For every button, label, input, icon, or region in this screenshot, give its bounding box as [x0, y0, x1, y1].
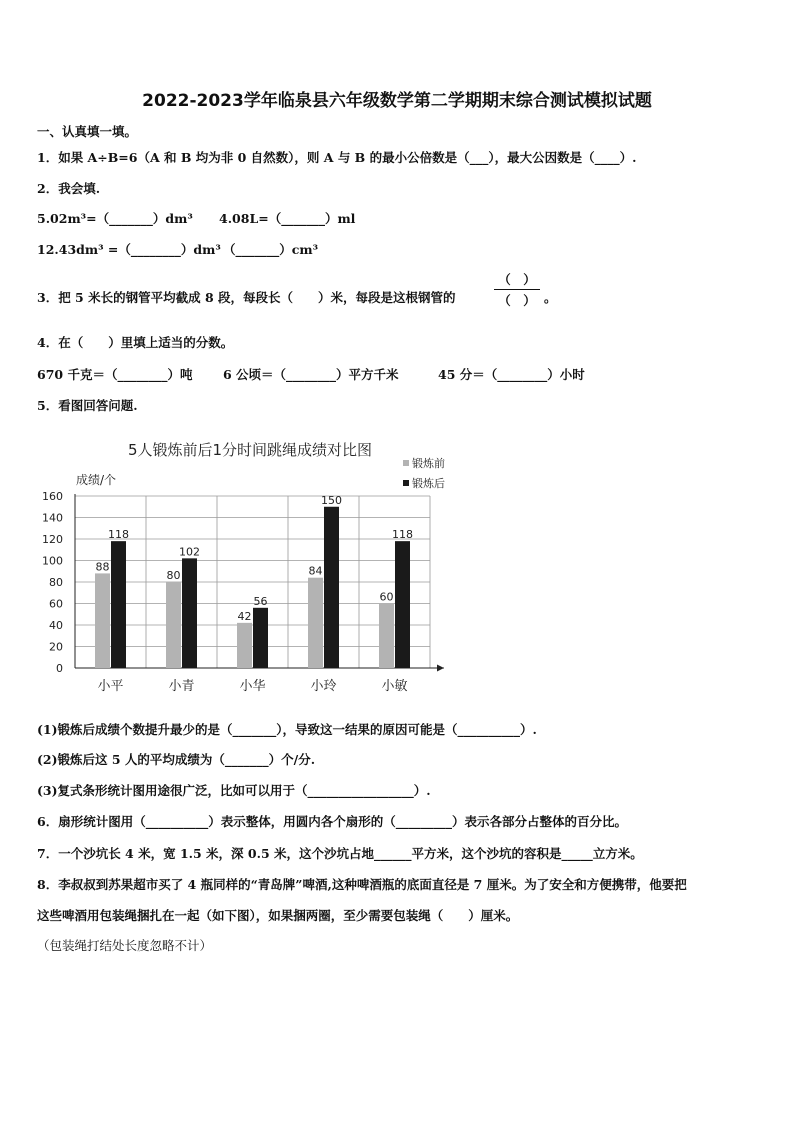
legend-swatch: [403, 460, 409, 466]
legend-label: 锻炼前: [412, 457, 445, 470]
q2-item-a: 5.02m³=（_______）dm³: [37, 211, 193, 226]
y-tick-label: 60: [49, 597, 63, 611]
x-tick-label: 小玲: [310, 679, 337, 694]
y-tick-label: 40: [49, 619, 63, 632]
bar-before: [308, 578, 323, 668]
question-5-part-2: (2)锻炼后这 5 人的平均成绩为（_______）个/分.: [37, 752, 316, 767]
q2-item-b: 4.08L=（_______）ml: [219, 211, 356, 226]
q4-item-b: 6 公顷＝（________）平方千米: [223, 367, 399, 382]
bar-before: [237, 623, 252, 668]
bar-after: [395, 541, 410, 668]
question-5-part-1: (1)锻炼后成绩个数提升最少的是（_______），导致这一结果的原因可能是（__________）.: [37, 722, 537, 737]
data-label: 118: [108, 528, 129, 542]
data-label: 80: [166, 569, 181, 582]
data-label: 60: [379, 590, 394, 604]
bar-before: [379, 604, 394, 669]
y-tick-label: 160: [42, 490, 63, 503]
y-tick-label: 20: [49, 640, 63, 654]
y-tick-label: 80: [49, 576, 63, 589]
data-label: 84: [308, 564, 323, 578]
fraction-numerator: （ ）: [498, 272, 536, 287]
y-tick-label: 140: [42, 511, 63, 525]
bar-after: [253, 608, 268, 668]
question-7: 7．一个沙坑长 4 米，宽 1.5 米，深 0.5 米，这个沙坑占地______平方米，这个沙坑的容积是_____立方米。: [37, 846, 643, 861]
question-8-note: （包装绳打结处长度忽略不计）: [37, 938, 213, 953]
bar-before: [95, 573, 110, 668]
y-tick-label: 120: [42, 533, 63, 546]
bar-after: [182, 558, 197, 668]
question-4-items: [37, 365, 585, 383]
section-heading: 一、认真填一填。: [37, 124, 138, 139]
question-5-part-3: (3)复式条形统计图用途很广泛，比如可以用于（_________________）.: [37, 783, 431, 798]
question-2: 2．我会填.: [37, 181, 101, 196]
bar-chart: [30, 430, 450, 700]
question-3: 3．把 5 米长的钢管平均截成 8 段，每段长（ ）米，每段是这根钢管的: [37, 290, 456, 305]
data-label: 88: [95, 560, 110, 574]
bar-after: [111, 541, 126, 668]
data-label: 118: [392, 528, 413, 542]
page-title: 2022-2023学年临泉县六年级数学第二学期期末综合测试模拟试题: [142, 91, 652, 111]
bar-before: [166, 582, 181, 668]
question-4: 4．在（ ）里填上适当的分数。: [37, 335, 234, 350]
fraction-denominator: （ ）: [498, 293, 536, 308]
data-label: 102: [179, 545, 200, 559]
x-tick-label: 小敏: [381, 679, 408, 694]
legend-label: 锻炼后: [412, 477, 445, 490]
y-axis-label: 成绩/个: [76, 473, 117, 487]
q2-item-d: （_______）cm³: [223, 242, 319, 257]
fraction-bar: [494, 289, 540, 290]
x-tick-label: 小青: [168, 679, 195, 694]
question-2-row-2: [37, 240, 318, 258]
question-1: 1．如果 A÷B=6（A 和 B 均为非 0 自然数），则 A 与 B 的最小公倍数是（___），最大公因数是（____）.: [37, 150, 637, 165]
data-label: 150: [321, 493, 342, 507]
y-tick-label: 100: [42, 554, 63, 568]
data-label: 56: [253, 594, 268, 608]
q4-item-a: 670 千克＝（________）吨: [37, 367, 193, 382]
q4-item-c: 45 分＝（________）小时: [438, 367, 585, 382]
x-axis-arrow: [437, 665, 444, 672]
x-tick-label: 小平: [97, 679, 124, 694]
q2-item-c: 12.43dm³ =（________）dm³: [37, 242, 221, 257]
x-tick-label: 小华: [239, 679, 266, 694]
bar-after: [324, 507, 339, 668]
question-2-row-1: [37, 209, 355, 227]
question-3-end: 。: [544, 290, 557, 305]
chart-title: 5人锻炼前后1分时间跳绳成绩对比图: [127, 441, 373, 459]
question-5: 5．看图回答问题.: [37, 398, 138, 413]
question-8-line-2: 这些啤酒用包装绳捆扎在一起（如下图），如果捆两圈，至少需要包装绳（ ）厘米。: [37, 908, 519, 923]
legend-swatch: [403, 480, 409, 486]
data-label: 42: [237, 609, 252, 623]
y-tick-label: 0: [56, 662, 63, 675]
question-6: 6．扇形统计图用（__________）表示整体，用圆内各个扇形的（_________）表示各部分占整体的百分比。: [37, 814, 627, 829]
question-8-line-1: 8．李叔叔到苏果超市买了 4 瓶同样的“青岛牌”啤酒,这种啤酒瓶的底面直径是 7 厘米。为了安全和方便携带，他要把: [37, 877, 687, 892]
fraction-blank: [494, 270, 540, 309]
